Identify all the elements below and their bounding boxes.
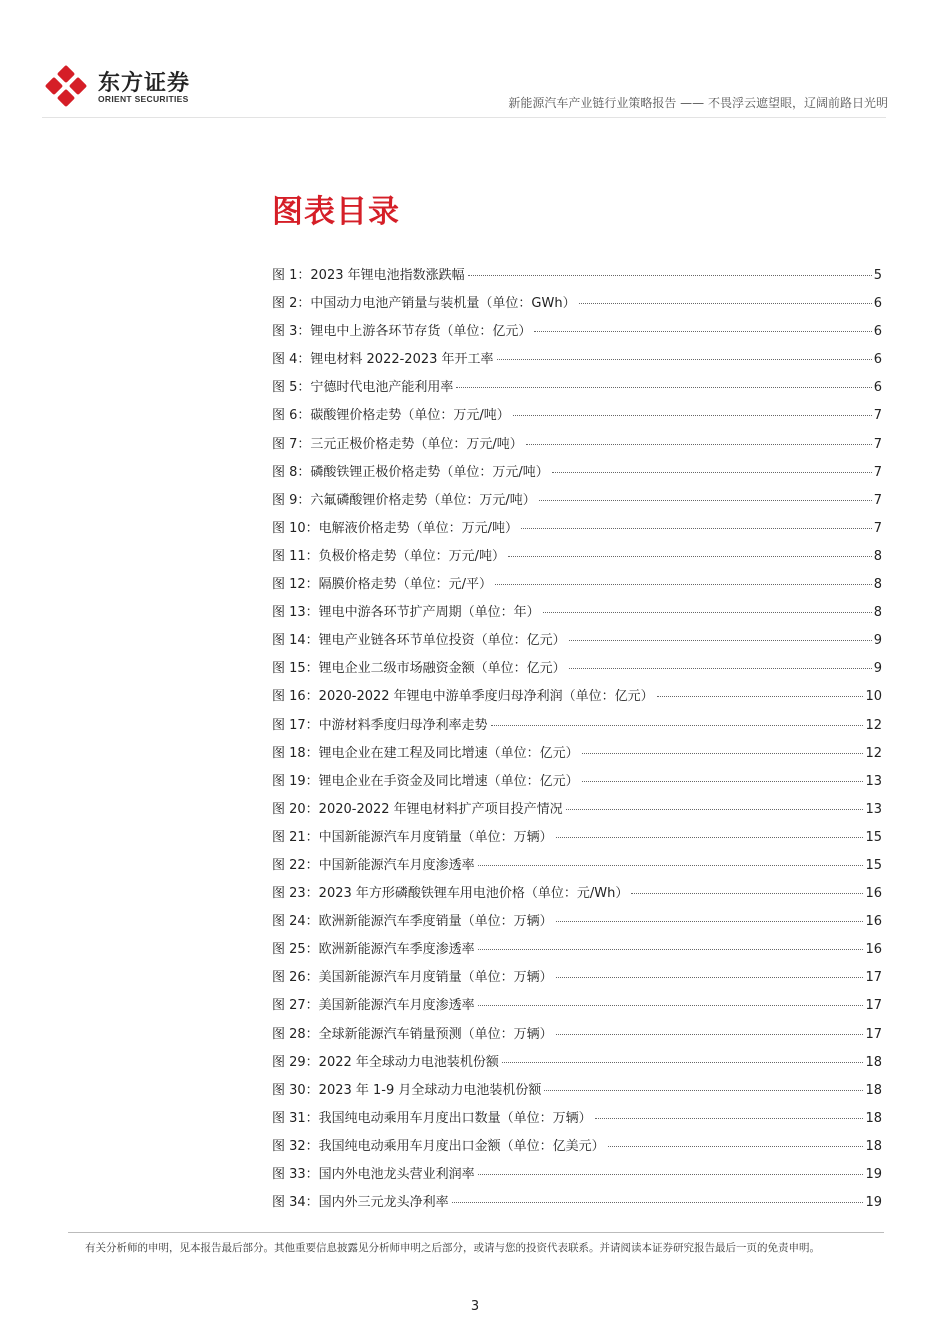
toc-entry[interactable] bbox=[272, 910, 882, 938]
toc-entry-label[interactable]: 图 1：2023 年锂电池指数涨跌幅 bbox=[272, 268, 465, 283]
toc-entry-label[interactable]: 图 29：2022 年全球动力电池装机份额 bbox=[272, 1054, 499, 1070]
toc-entry-label[interactable]: 图 13：锂电中游各环节扩产周期（单位：年） bbox=[272, 605, 540, 621]
toc-entry-page[interactable]: 7 bbox=[873, 492, 882, 508]
toc-entry-label[interactable]: 图 24：欧洲新能源汽车季度销量（单位：万辆） bbox=[272, 914, 553, 930]
dot-leader bbox=[608, 1146, 864, 1147]
toc-entry-label[interactable]: 图 22：中国新能源汽车月度渗透率 bbox=[272, 857, 475, 873]
toc-entry-label[interactable]: 图 2：中国动力电池产销量与装机量（单位：GWh） bbox=[272, 296, 576, 312]
toc-entry-label[interactable]: 图 30：2023 年 1-9 月全球动力电池装机份额 bbox=[272, 1082, 542, 1098]
page-header bbox=[0, 0, 950, 120]
toc-entry[interactable] bbox=[272, 1023, 882, 1051]
toc-entry[interactable] bbox=[272, 573, 882, 601]
toc-entry-label[interactable]: 图 3：锂电中上游各环节存货（单位：亿元） bbox=[272, 324, 532, 340]
toc-entry-label[interactable]: 图 23：2023 年方形磷酸铁锂车用电池价格（单位：元/Wh） bbox=[272, 886, 629, 902]
dot-leader bbox=[552, 472, 872, 473]
toc-entry-page[interactable]: 7 bbox=[873, 520, 882, 536]
toc-entry-page[interactable]: 17 bbox=[865, 970, 882, 986]
toc-entry[interactable] bbox=[272, 1079, 882, 1107]
toc-entry-page[interactable]: 16 bbox=[865, 942, 882, 958]
toc-entry-label[interactable]: 图 8：磷酸铁锂正极价格走势（单位：万元/吨） bbox=[272, 464, 549, 480]
toc-entry-page[interactable]: 6 bbox=[873, 296, 882, 312]
dot-leader bbox=[544, 1090, 863, 1091]
toc-entry[interactable] bbox=[272, 1191, 882, 1219]
dot-leader bbox=[508, 556, 872, 557]
toc-entry-page[interactable]: 19 bbox=[865, 1195, 882, 1211]
toc-entry[interactable] bbox=[272, 629, 882, 657]
toc-entry[interactable] bbox=[272, 798, 882, 826]
toc-entry-page[interactable]: 18 bbox=[865, 1138, 882, 1154]
toc-entry-page[interactable]: 10 bbox=[865, 689, 882, 705]
dot-leader bbox=[595, 1118, 864, 1119]
toc-entry[interactable] bbox=[272, 657, 882, 685]
toc-entry-page[interactable]: 6 bbox=[873, 380, 882, 396]
toc-entry-page[interactable]: 17 bbox=[865, 1026, 882, 1042]
toc-entry-label[interactable]: 图 9：六氟磷酸锂价格走势（单位：万元/吨） bbox=[272, 492, 536, 508]
dot-leader bbox=[497, 359, 872, 360]
toc-entry-page[interactable]: 18 bbox=[865, 1110, 882, 1126]
toc-entry-page[interactable]: 13 bbox=[865, 773, 882, 789]
dot-leader bbox=[539, 500, 872, 501]
toc-entry-page[interactable]: 15 bbox=[865, 857, 882, 873]
dot-leader bbox=[534, 331, 871, 332]
toc-entry-label[interactable]: 图 17：中游材料季度归母净利率走势 bbox=[272, 717, 488, 733]
toc-entry-label[interactable]: 图 20：2020-2022 年锂电材料扩产项目投产情况 bbox=[272, 801, 563, 817]
toc-entry-label[interactable]: 图 21：中国新能源汽车月度销量（单位：万辆） bbox=[272, 829, 553, 845]
toc-entry-label[interactable]: 图 31：我国纯电动乘用车月度出口数量（单位：万辆） bbox=[272, 1110, 592, 1126]
toc-entry-page[interactable]: 13 bbox=[865, 801, 882, 817]
toc-entry-page[interactable]: 7 bbox=[873, 408, 882, 424]
figure-list bbox=[272, 264, 882, 1219]
toc-heading: 图表目录 bbox=[272, 194, 400, 230]
toc-entry-page[interactable]: 8 bbox=[873, 605, 882, 621]
toc-entry-label[interactable]: 图 25：欧洲新能源汽车季度渗透率 bbox=[272, 942, 475, 958]
dot-leader bbox=[556, 977, 864, 978]
dot-leader bbox=[556, 837, 864, 838]
dot-leader bbox=[478, 949, 864, 950]
toc-entry[interactable] bbox=[272, 714, 882, 742]
toc-entry-page[interactable]: 16 bbox=[865, 886, 882, 902]
toc-entry-page[interactable]: 9 bbox=[873, 661, 882, 677]
toc-entry-page[interactable]: 17 bbox=[865, 998, 882, 1014]
toc-entry-label[interactable]: 图 28：全球新能源汽车销量预测（单位：万辆） bbox=[272, 1026, 553, 1042]
toc-entry-label[interactable]: 图 4：锂电材料 2022-2023 年开工率 bbox=[272, 352, 494, 368]
dot-leader bbox=[478, 865, 864, 866]
brand-name: 东方证券 bbox=[98, 71, 191, 96]
toc-entry-label[interactable]: 图 12：隔膜价格走势（单位：元/平） bbox=[272, 577, 493, 593]
toc-entry-label[interactable]: 图 14：锂电产业链各环节单位投资（单位：亿元） bbox=[272, 633, 566, 649]
toc-entry[interactable] bbox=[272, 1163, 882, 1191]
toc-entry-page[interactable]: 15 bbox=[865, 829, 882, 845]
dot-leader bbox=[657, 696, 864, 697]
toc-entry[interactable] bbox=[272, 938, 882, 966]
toc-entry-label[interactable]: 图 6：碳酸锂价格走势（单位：万元/吨） bbox=[272, 408, 510, 424]
toc-entry-page[interactable]: 12 bbox=[865, 717, 882, 733]
toc-entry-label[interactable]: 图 16：2020-2022 年锂电中游单季度归母净利润（单位：亿元） bbox=[272, 689, 654, 705]
dot-leader bbox=[495, 584, 872, 585]
toc-entry[interactable] bbox=[272, 292, 882, 320]
dot-leader bbox=[478, 1005, 864, 1006]
toc-entry[interactable] bbox=[272, 545, 882, 573]
toc-entry[interactable] bbox=[272, 685, 882, 713]
toc-entry-page[interactable]: 19 bbox=[865, 1167, 882, 1182]
toc-entry-label[interactable]: 图 32：我国纯电动乘用车月度出口金额（单位：亿美元） bbox=[272, 1138, 605, 1154]
toc-entry[interactable] bbox=[272, 433, 882, 461]
dot-leader bbox=[582, 781, 864, 782]
toc-entry-page[interactable]: 12 bbox=[865, 745, 882, 761]
toc-entry[interactable] bbox=[272, 854, 882, 882]
toc-entry[interactable] bbox=[272, 320, 882, 348]
dot-leader bbox=[452, 1202, 864, 1203]
toc-entry[interactable] bbox=[272, 601, 882, 629]
toc-entry[interactable] bbox=[272, 742, 882, 770]
toc-entry[interactable] bbox=[272, 1135, 882, 1163]
toc-entry-label[interactable]: 图 7：三元正极价格走势（单位：万元/吨） bbox=[272, 436, 523, 452]
toc-entry-page[interactable]: 6 bbox=[873, 324, 882, 340]
dot-leader bbox=[456, 387, 871, 388]
toc-entry[interactable] bbox=[272, 404, 882, 432]
toc-entry-page[interactable]: 7 bbox=[873, 464, 882, 480]
dot-leader bbox=[556, 1034, 864, 1035]
dot-leader bbox=[513, 415, 872, 416]
toc-entry[interactable] bbox=[272, 994, 882, 1022]
toc-entry[interactable] bbox=[272, 1051, 882, 1079]
footer-divider bbox=[68, 1232, 884, 1233]
toc-entry-label[interactable]: 图 18：锂电企业在建工程及同比增速（单位：亿元） bbox=[272, 745, 579, 761]
toc-entry-page[interactable]: 16 bbox=[865, 914, 882, 930]
toc-entry[interactable] bbox=[272, 489, 882, 517]
dot-leader bbox=[569, 668, 872, 669]
dot-leader bbox=[526, 444, 872, 445]
page-number: 3 bbox=[470, 1299, 480, 1314]
dot-leader bbox=[566, 809, 864, 810]
toc-entry-page[interactable]: 6 bbox=[873, 352, 882, 368]
toc-entry-label[interactable]: 图 11：负极价格走势（单位：万元/吨） bbox=[272, 548, 506, 564]
toc-entry-page[interactable]: 8 bbox=[873, 577, 882, 593]
toc-entry-label[interactable]: 图 5：宁德时代电池产能利用率 bbox=[272, 380, 454, 396]
dot-leader bbox=[468, 275, 872, 276]
toc-entry[interactable] bbox=[272, 882, 882, 910]
dot-leader bbox=[556, 921, 864, 922]
toc-entry-label[interactable]: 图 15：锂电企业二级市场融资金额（单位：亿元） bbox=[272, 661, 566, 677]
toc-entry[interactable] bbox=[272, 1107, 882, 1135]
toc-entry-label[interactable]: 图 34：国内外三元龙头净利率 bbox=[272, 1195, 449, 1211]
dot-leader bbox=[631, 893, 863, 894]
toc-entry[interactable] bbox=[272, 517, 882, 545]
report-title: 新能源汽车产业链行业策略报告 —— 不畏浮云遮望眼，辽阔前路日光明 bbox=[508, 96, 888, 110]
toc-entry[interactable] bbox=[272, 461, 882, 489]
disclaimer: 有关分析师的申明，见本报告最后部分。其他重要信息披露见分析师申明之后部分，或请与您的投资代表联系。并请阅读本证券研究报告最后一页的免责申明。 bbox=[85, 1242, 820, 1254]
toc-entry[interactable] bbox=[272, 376, 882, 404]
dot-leader bbox=[569, 640, 872, 641]
brand-name-english: ORIENT SECURITIES bbox=[98, 94, 189, 104]
toc-entry-label[interactable]: 图 26：美国新能源汽车月度销量（单位：万辆） bbox=[272, 970, 553, 986]
toc-entry-page[interactable]: 5 bbox=[873, 268, 882, 283]
toc-entry[interactable] bbox=[272, 770, 882, 798]
toc-entry[interactable] bbox=[272, 264, 882, 292]
toc-entry-page[interactable]: 7 bbox=[873, 436, 882, 452]
dot-leader bbox=[491, 725, 864, 726]
toc-entry-label[interactable]: 图 10：电解液价格走势（单位：万元/吨） bbox=[272, 520, 519, 536]
dot-leader bbox=[521, 528, 872, 529]
toc-entry-label[interactable]: 图 27：美国新能源汽车月度渗透率 bbox=[272, 998, 475, 1014]
toc-entry-page[interactable]: 8 bbox=[873, 548, 882, 564]
toc-entry[interactable] bbox=[272, 348, 882, 376]
dot-leader bbox=[579, 303, 872, 304]
toc-entry-page[interactable]: 18 bbox=[865, 1054, 882, 1070]
toc-entry-label[interactable]: 图 19：锂电企业在手资金及同比增速（单位：亿元） bbox=[272, 773, 579, 789]
dot-leader bbox=[478, 1174, 864, 1175]
dot-leader bbox=[543, 612, 872, 613]
toc-entry[interactable] bbox=[272, 966, 882, 994]
dot-leader bbox=[582, 753, 864, 754]
orient-securities-logo-icon bbox=[42, 62, 90, 110]
toc-entry-label[interactable]: 图 33：国内外电池龙头营业利润率 bbox=[272, 1167, 475, 1182]
toc-entry[interactable] bbox=[272, 826, 882, 854]
toc-entry-page[interactable]: 9 bbox=[873, 633, 882, 649]
toc-entry-page[interactable]: 18 bbox=[865, 1082, 882, 1098]
dot-leader bbox=[502, 1062, 864, 1063]
header-divider bbox=[42, 117, 886, 118]
